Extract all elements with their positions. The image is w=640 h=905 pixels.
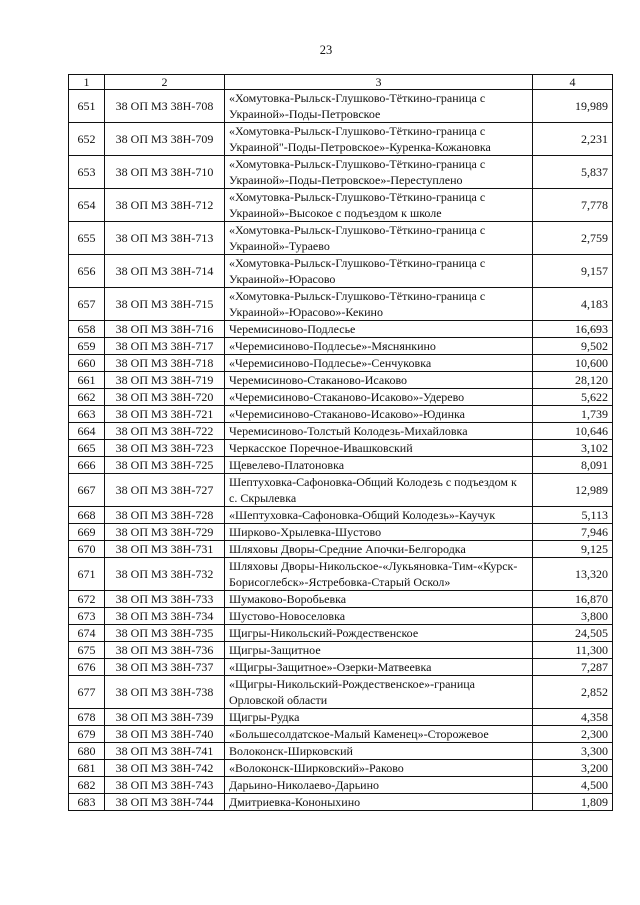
road-length-cell: 4,500 [533,777,613,794]
road-code-cell: 38 ОП МЗ 38Н-717 [105,338,225,355]
road-length-cell: 16,870 [533,591,613,608]
road-length-cell: 2,759 [533,222,613,255]
road-length-cell: 24,505 [533,625,613,642]
row-number-cell: 658 [69,321,105,338]
road-code-cell: 38 ОП МЗ 38Н-737 [105,659,225,676]
table-row [69,406,613,423]
row-number-cell: 680 [69,743,105,760]
table-header [69,75,613,90]
road-code-cell: 38 ОП МЗ 38Н-744 [105,794,225,811]
road-name-cell: «Хомутовка-Рыльск-Глушково-Тёткино-граница с Украиной»-Поды-Петровское»-Переступлено [225,156,533,189]
row-number-cell: 665 [69,440,105,457]
table-row [69,474,613,507]
road-code-cell: 38 ОП МЗ 38Н-710 [105,156,225,189]
road-length-cell: 13,320 [533,558,613,591]
row-number-cell: 669 [69,524,105,541]
road-name-cell: «Щигры-Никольский-Рождественское»-граница Орловской области [225,676,533,709]
row-number-cell: 678 [69,709,105,726]
road-name-cell: «Черемисиново-Стаканово-Исаково»-Юдинка [225,406,533,423]
road-name-cell: «Хомутовка-Рыльск-Глушково-Тёткино-граница с Украиной»-Юрасово»-Кекино [225,288,533,321]
road-code-cell: 38 ОП МЗ 38Н-715 [105,288,225,321]
row-number-cell: 674 [69,625,105,642]
road-code-cell: 38 ОП МЗ 38Н-739 [105,709,225,726]
road-name-cell: Шептуховка-Сафоновка-Общий Колодезь с подъездом к с. Скрылевка [225,474,533,507]
road-name-cell: Щигры-Никольский-Рождественское [225,625,533,642]
road-code-cell: 38 ОП МЗ 38Н-729 [105,524,225,541]
table-row [69,625,613,642]
road-length-cell: 3,800 [533,608,613,625]
table-row [69,659,613,676]
road-name-cell: Дмитриевка-Кононыхино [225,794,533,811]
row-number-cell: 683 [69,794,105,811]
road-code-cell: 38 ОП МЗ 38Н-727 [105,474,225,507]
road-length-cell: 7,778 [533,189,613,222]
road-name-cell: «Хомутовка-Рыльск-Глушково-Тёткино-граница с Украиной»-Поды-Петровское [225,90,533,123]
road-name-cell: Шляховы Дворы-Никольское-«Лукьяновка-Тим-«Курск-Борисоглебск»-Ястребовка-Старый Оскол» [225,558,533,591]
road-length-cell: 7,946 [533,524,613,541]
road-length-cell: 3,102 [533,440,613,457]
road-name-cell: Шляховы Дворы-Средние Апочки-Белгородка [225,541,533,558]
row-number-cell: 670 [69,541,105,558]
road-code-cell: 38 ОП МЗ 38Н-741 [105,743,225,760]
table-row [69,222,613,255]
table-row [69,90,613,123]
row-number-cell: 673 [69,608,105,625]
road-length-cell: 9,157 [533,255,613,288]
road-name-cell: «Хомутовка-Рыльск-Глушково-Тёткино-граница с Украиной»-Высокое с подъездом к школе [225,189,533,222]
table-row [69,389,613,406]
road-name-cell: Дарьино-Николаево-Дарьино [225,777,533,794]
table-row [69,423,613,440]
row-number-cell: 679 [69,726,105,743]
table-row [69,321,613,338]
road-name-cell: «Хомутовка-Рыльск-Глушково-Тёткино-граница с Украиной"-Поды-Петровское»-Куренка-Кожановка [225,123,533,156]
road-length-cell: 19,989 [533,90,613,123]
roads-table [68,74,613,811]
row-number-cell: 664 [69,423,105,440]
road-name-cell: Шустово-Новоселовка [225,608,533,625]
road-length-cell: 1,739 [533,406,613,423]
road-name-cell: «Черемисиново-Подлесье»-Мяснянкино [225,338,533,355]
road-name-cell: «Черемисиново-Стаканово-Исаково»-Удерево [225,389,533,406]
road-name-cell: Ширково-Хрылевка-Шустово [225,524,533,541]
table-row [69,794,613,811]
road-name-cell: Черемисиново-Толстый Колодезь-Михайловка [225,423,533,440]
road-code-cell: 38 ОП МЗ 38Н-731 [105,541,225,558]
table-row [69,255,613,288]
road-code-cell: 38 ОП МЗ 38Н-740 [105,726,225,743]
row-number-cell: 657 [69,288,105,321]
road-code-cell: 38 ОП МЗ 38Н-743 [105,777,225,794]
road-length-cell: 1,809 [533,794,613,811]
road-code-cell: 38 ОП МЗ 38Н-716 [105,321,225,338]
table-row [69,760,613,777]
road-code-cell: 38 ОП МЗ 38Н-721 [105,406,225,423]
road-name-cell: «Большесолдатское-Малый Каменец»-Сторожевое [225,726,533,743]
road-length-cell: 2,852 [533,676,613,709]
header-cell-number: 1 [69,75,105,90]
road-length-cell: 3,300 [533,743,613,760]
table-row [69,591,613,608]
page-number: 23 [319,43,333,57]
row-number-cell: 652 [69,123,105,156]
road-length-cell: 3,200 [533,760,613,777]
row-number-cell: 667 [69,474,105,507]
road-name-cell: Щигры-Защитное [225,642,533,659]
road-name-cell: Щевелево-Платоновка [225,457,533,474]
table-row [69,743,613,760]
table-row [69,726,613,743]
road-code-cell: 38 ОП МЗ 38Н-733 [105,591,225,608]
row-number-cell: 659 [69,338,105,355]
row-number-cell: 666 [69,457,105,474]
table-header-row [69,75,613,90]
row-number-cell: 654 [69,189,105,222]
table-row [69,709,613,726]
row-number-cell: 662 [69,389,105,406]
road-length-cell: 12,989 [533,474,613,507]
table-row [69,608,613,625]
row-number-cell: 682 [69,777,105,794]
road-code-cell: 38 ОП МЗ 38Н-714 [105,255,225,288]
table-row [69,189,613,222]
road-length-cell: 11,300 [533,642,613,659]
row-number-cell: 651 [69,90,105,123]
road-name-cell: Шумаково-Воробьевка [225,591,533,608]
road-code-cell: 38 ОП МЗ 38Н-738 [105,676,225,709]
row-number-cell: 655 [69,222,105,255]
road-code-cell: 38 ОП МЗ 38Н-735 [105,625,225,642]
road-name-cell: «Черемисиново-Подлесье»-Сенчуковка [225,355,533,372]
road-length-cell: 9,502 [533,338,613,355]
road-code-cell: 38 ОП МЗ 38Н-708 [105,90,225,123]
row-number-cell: 661 [69,372,105,389]
road-code-cell: 38 ОП МЗ 38Н-742 [105,760,225,777]
road-length-cell: 5,622 [533,389,613,406]
table-body [69,90,613,811]
road-length-cell: 10,646 [533,423,613,440]
road-code-cell: 38 ОП МЗ 38Н-725 [105,457,225,474]
road-length-cell: 4,183 [533,288,613,321]
table-row [69,524,613,541]
road-code-cell: 38 ОП МЗ 38Н-718 [105,355,225,372]
table-row [69,288,613,321]
table-row [69,123,613,156]
road-code-cell: 38 ОП МЗ 38Н-722 [105,423,225,440]
road-code-cell: 38 ОП МЗ 38Н-719 [105,372,225,389]
table-row [69,676,613,709]
table-row [69,642,613,659]
table-row [69,440,613,457]
header-cell-name: 3 [225,75,533,90]
road-length-cell: 28,120 [533,372,613,389]
road-code-cell: 38 ОП МЗ 38Н-732 [105,558,225,591]
road-length-cell: 2,300 [533,726,613,743]
road-length-cell: 9,125 [533,541,613,558]
road-length-cell: 2,231 [533,123,613,156]
road-length-cell: 7,287 [533,659,613,676]
road-name-cell: Черкасское Поречное-Ивашковский [225,440,533,457]
road-name-cell: Черемисиново-Подлесье [225,321,533,338]
row-number-cell: 660 [69,355,105,372]
row-number-cell: 668 [69,507,105,524]
table-row [69,541,613,558]
road-length-cell: 4,358 [533,709,613,726]
table-row [69,777,613,794]
road-name-cell: «Щигры-Защитное»-Озерки-Матвеевка [225,659,533,676]
road-name-cell: Щигры-Рудка [225,709,533,726]
road-code-cell: 38 ОП МЗ 38Н-736 [105,642,225,659]
road-name-cell: Черемисиново-Стаканово-Исаково [225,372,533,389]
table-row [69,338,613,355]
road-code-cell: 38 ОП МЗ 38Н-720 [105,389,225,406]
row-number-cell: 663 [69,406,105,423]
road-length-cell: 5,837 [533,156,613,189]
road-length-cell: 10,600 [533,355,613,372]
road-name-cell: Волоконск-Ширковский [225,743,533,760]
table-row [69,355,613,372]
road-name-cell: «Хомутовка-Рыльск-Глушково-Тёткино-граница с Украиной»-Юрасово [225,255,533,288]
row-number-cell: 675 [69,642,105,659]
road-code-cell: 38 ОП МЗ 38Н-728 [105,507,225,524]
road-code-cell: 38 ОП МЗ 38Н-713 [105,222,225,255]
road-code-cell: 38 ОП МЗ 38Н-723 [105,440,225,457]
table-row [69,558,613,591]
row-number-cell: 671 [69,558,105,591]
road-name-cell: «Шептуховка-Сафоновка-Общий Колодезь»-Каучук [225,507,533,524]
table-row [69,457,613,474]
header-cell-length: 4 [533,75,613,90]
road-code-cell: 38 ОП МЗ 38Н-734 [105,608,225,625]
road-length-cell: 8,091 [533,457,613,474]
road-length-cell: 16,693 [533,321,613,338]
table-row [69,372,613,389]
row-number-cell: 681 [69,760,105,777]
road-length-cell: 5,113 [533,507,613,524]
road-name-cell: «Хомутовка-Рыльск-Глушково-Тёткино-граница с Украиной»-Тураево [225,222,533,255]
row-number-cell: 653 [69,156,105,189]
road-code-cell: 38 ОП МЗ 38Н-712 [105,189,225,222]
header-cell-code: 2 [105,75,225,90]
row-number-cell: 677 [69,676,105,709]
row-number-cell: 676 [69,659,105,676]
row-number-cell: 656 [69,255,105,288]
road-code-cell: 38 ОП МЗ 38Н-709 [105,123,225,156]
road-name-cell: «Волоконск-Ширковский»-Раково [225,760,533,777]
table-row [69,156,613,189]
row-number-cell: 672 [69,591,105,608]
table-row [69,507,613,524]
